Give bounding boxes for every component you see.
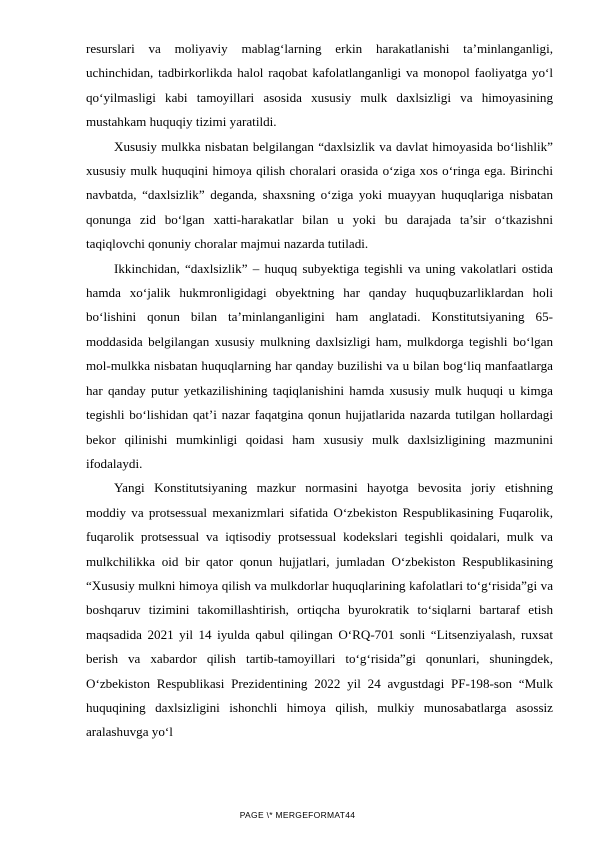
document-body [86, 37, 553, 745]
paragraph: Xususiy mulkka nisbatan belgilangan “daxlsizlik va davlat himoyasida bo‘lishlik” xususiy mulk huquqini himoya qilish choralari orasida o‘ziga xos o‘ringa ega. Birinchi navbatda, “daxlsizlik” deganda, shaxsning o‘ziga yoki muayyan huquqlariga nisbatan qonunga zid bo‘lgan xatti-harakatlar bilan u yoki bu darajada ta’sir o‘tkazishni taqiqlovchi qonuniy choralar majmui nazarda tutiladi. [86, 138, 553, 252]
page-footer-field-code: PAGE \* MERGEFORMAT44 [239, 810, 356, 820]
paragraph: Ikkinchidan, “daxlsizlik” – huquq subyektiga tegishli va uning vakolatlari ostida hamda xo‘jalik hukmronligidagi obyektning har qanday huquqbuzarliklardan holi bo‘lishini qonun bilan ta’minlanganligini ham anglatadi. Konstitutsiyaning 65-moddasida belgilangan xususiy mulkning daxlsizligi ham, mulkdorga tegishli bo‘lgan mol-mulkka nisbatan huquqlarning har qanday buzilishi va u bilan bog‘liq manfaatlarga har qanday putur yetkazilishining taqiqlanishini hamda xususiy mulk huquqi u kimga tegishli bo‘lishidan qat’i nazar faqatgina qonun hujjatlarida nazarda tutilgan hollardagi bekor qilinishi mumkinligi qoidasi ham xususiy mulk daxlsizligining mazmunini ifodalaydi. [86, 260, 553, 471]
paragraph: Yangi Konstitutsiyaning mazkur normasini hayotga bevosita joriy etishning moddiy va protsessual mexanizmlari sifatida O‘zbekiston Respublikasining Fuqarolik, fuqarolik protsessual va iqtisodiy protsessual kodekslari tegishli qoidalari, mulk va mulkchilikka oid bir qator qonun hujjatlari, jumladan O‘zbekiston Respublikasining “Xususiy mulkni himoya qilish va mulkdorlar huquqlarining kafolatlari to‘g‘risida”gi va boshqaruv tizimini takomillashtirish, ortiqcha byurokratik to‘siqlarni bartaraf etish maqsadida 2021 yil 14 iyulda qabul qilingan O‘RQ-701 sonli “Litsenziyalash, ruxsat berish va xabardor qilish tartib-tamoyillari to‘g‘risida”gi qonunlari, shuningdek, O‘zbekiston Respublikasi Prezidentining 2022 yil 24 avgustdagi PF-198-son “Mulk huquqining daxlsizligini ishonchli himoya qilish, mulkiy munosabatlarga asossiz aralashuvga yo‘l [86, 480, 553, 740]
paragraph: resurslari va moliyaviy mablag‘larning erkin harakatlanishi ta’minlanganligi, uchinchidan, tadbirkorlikda halol raqobat kafolatlanganligi va monopol faoliyatga yo‘l qo‘yilmasligi kabi tamoyillari asosida xususiy mulk daxlsizligi va himoyasining mustahkam huquqiy tizimi yaratildi. [86, 41, 553, 130]
